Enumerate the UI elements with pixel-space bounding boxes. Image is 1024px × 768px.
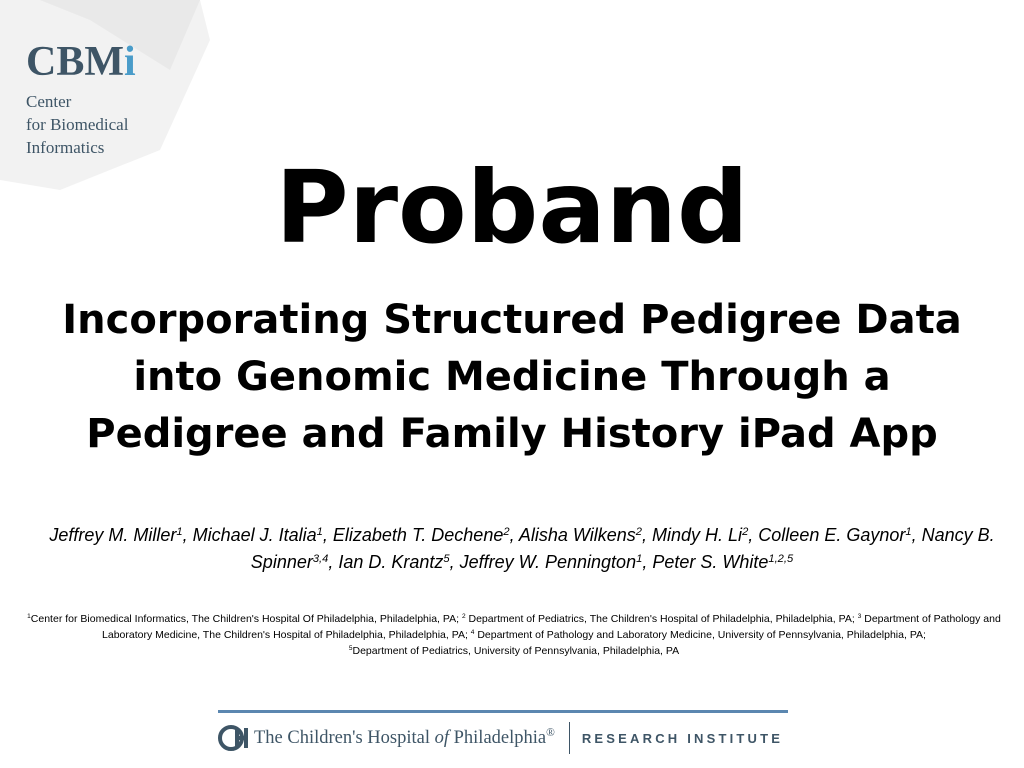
author: Michael J. Italia$^1$, xyxy=(192,525,333,545)
author: Elizabeth T. Dechene$^2$, xyxy=(332,525,519,545)
logo-text: Center for Biomedical Informatics xyxy=(26,92,129,157)
chop-emblem-icon xyxy=(218,722,250,754)
logo-mark-accent: i xyxy=(124,39,136,85)
author: Mindy H. Li$^2$, xyxy=(652,525,759,545)
affiliation: $^3$ Department of Pathology and Laboratory Medicine, The Children's Hospital of Philadelphia, Philadelphia, PA; xyxy=(102,613,1001,641)
logo-mark xyxy=(26,40,136,84)
affiliations xyxy=(14,611,1014,659)
author: Jeffrey M. Miller$^1$, xyxy=(49,525,193,545)
author: Colleen E. Gaynor$^1$, xyxy=(758,525,922,545)
author: Alisha Wilkens$^2$, xyxy=(518,525,653,545)
page-title: Proband xyxy=(275,149,749,266)
affiliation: $^5$Department of Pediatrics, University of Pennsylvania, Philadelphia, PA xyxy=(348,645,680,657)
hospital-name: The Children's Hospital of Philadelphia® xyxy=(254,727,555,748)
research-institute-label: RESEARCH INSTITUTE xyxy=(581,730,784,746)
page-subtitle: Incorporating Structured Pedigree Data into Genomic Medicine Through a Pedigree and Family History iPad App xyxy=(62,297,962,457)
affiliation: $^1$Center for Biomedical Informatics, The Children's Hospital Of Philadelphia, Philadelphia, PA; xyxy=(27,613,462,625)
logo-mark-main: CBM xyxy=(26,39,124,85)
author: Peter S. White$^{1,2,5}$ xyxy=(652,552,794,572)
chop-research-logo xyxy=(218,718,790,758)
affiliation: $^2$ Department of Pediatrics, The Children's Hospital of Philadelphia, Philadelphia, PA; xyxy=(461,613,858,625)
cbmi-logo xyxy=(26,40,136,159)
author: Ian D. Krantz$^5$, xyxy=(338,552,460,572)
author: Nancy B. Spinner$^{3,4}$, xyxy=(250,525,995,572)
author-list xyxy=(40,522,1004,576)
footer-divider xyxy=(569,722,570,754)
affiliation: $^4$ Department of Pathology and Laboratory Medicine, University of Pennsylvania, Philadelphia, PA; xyxy=(470,629,926,641)
author: Jeffrey W. Pennington$^1$, xyxy=(459,552,653,572)
footer-rule xyxy=(218,710,788,713)
